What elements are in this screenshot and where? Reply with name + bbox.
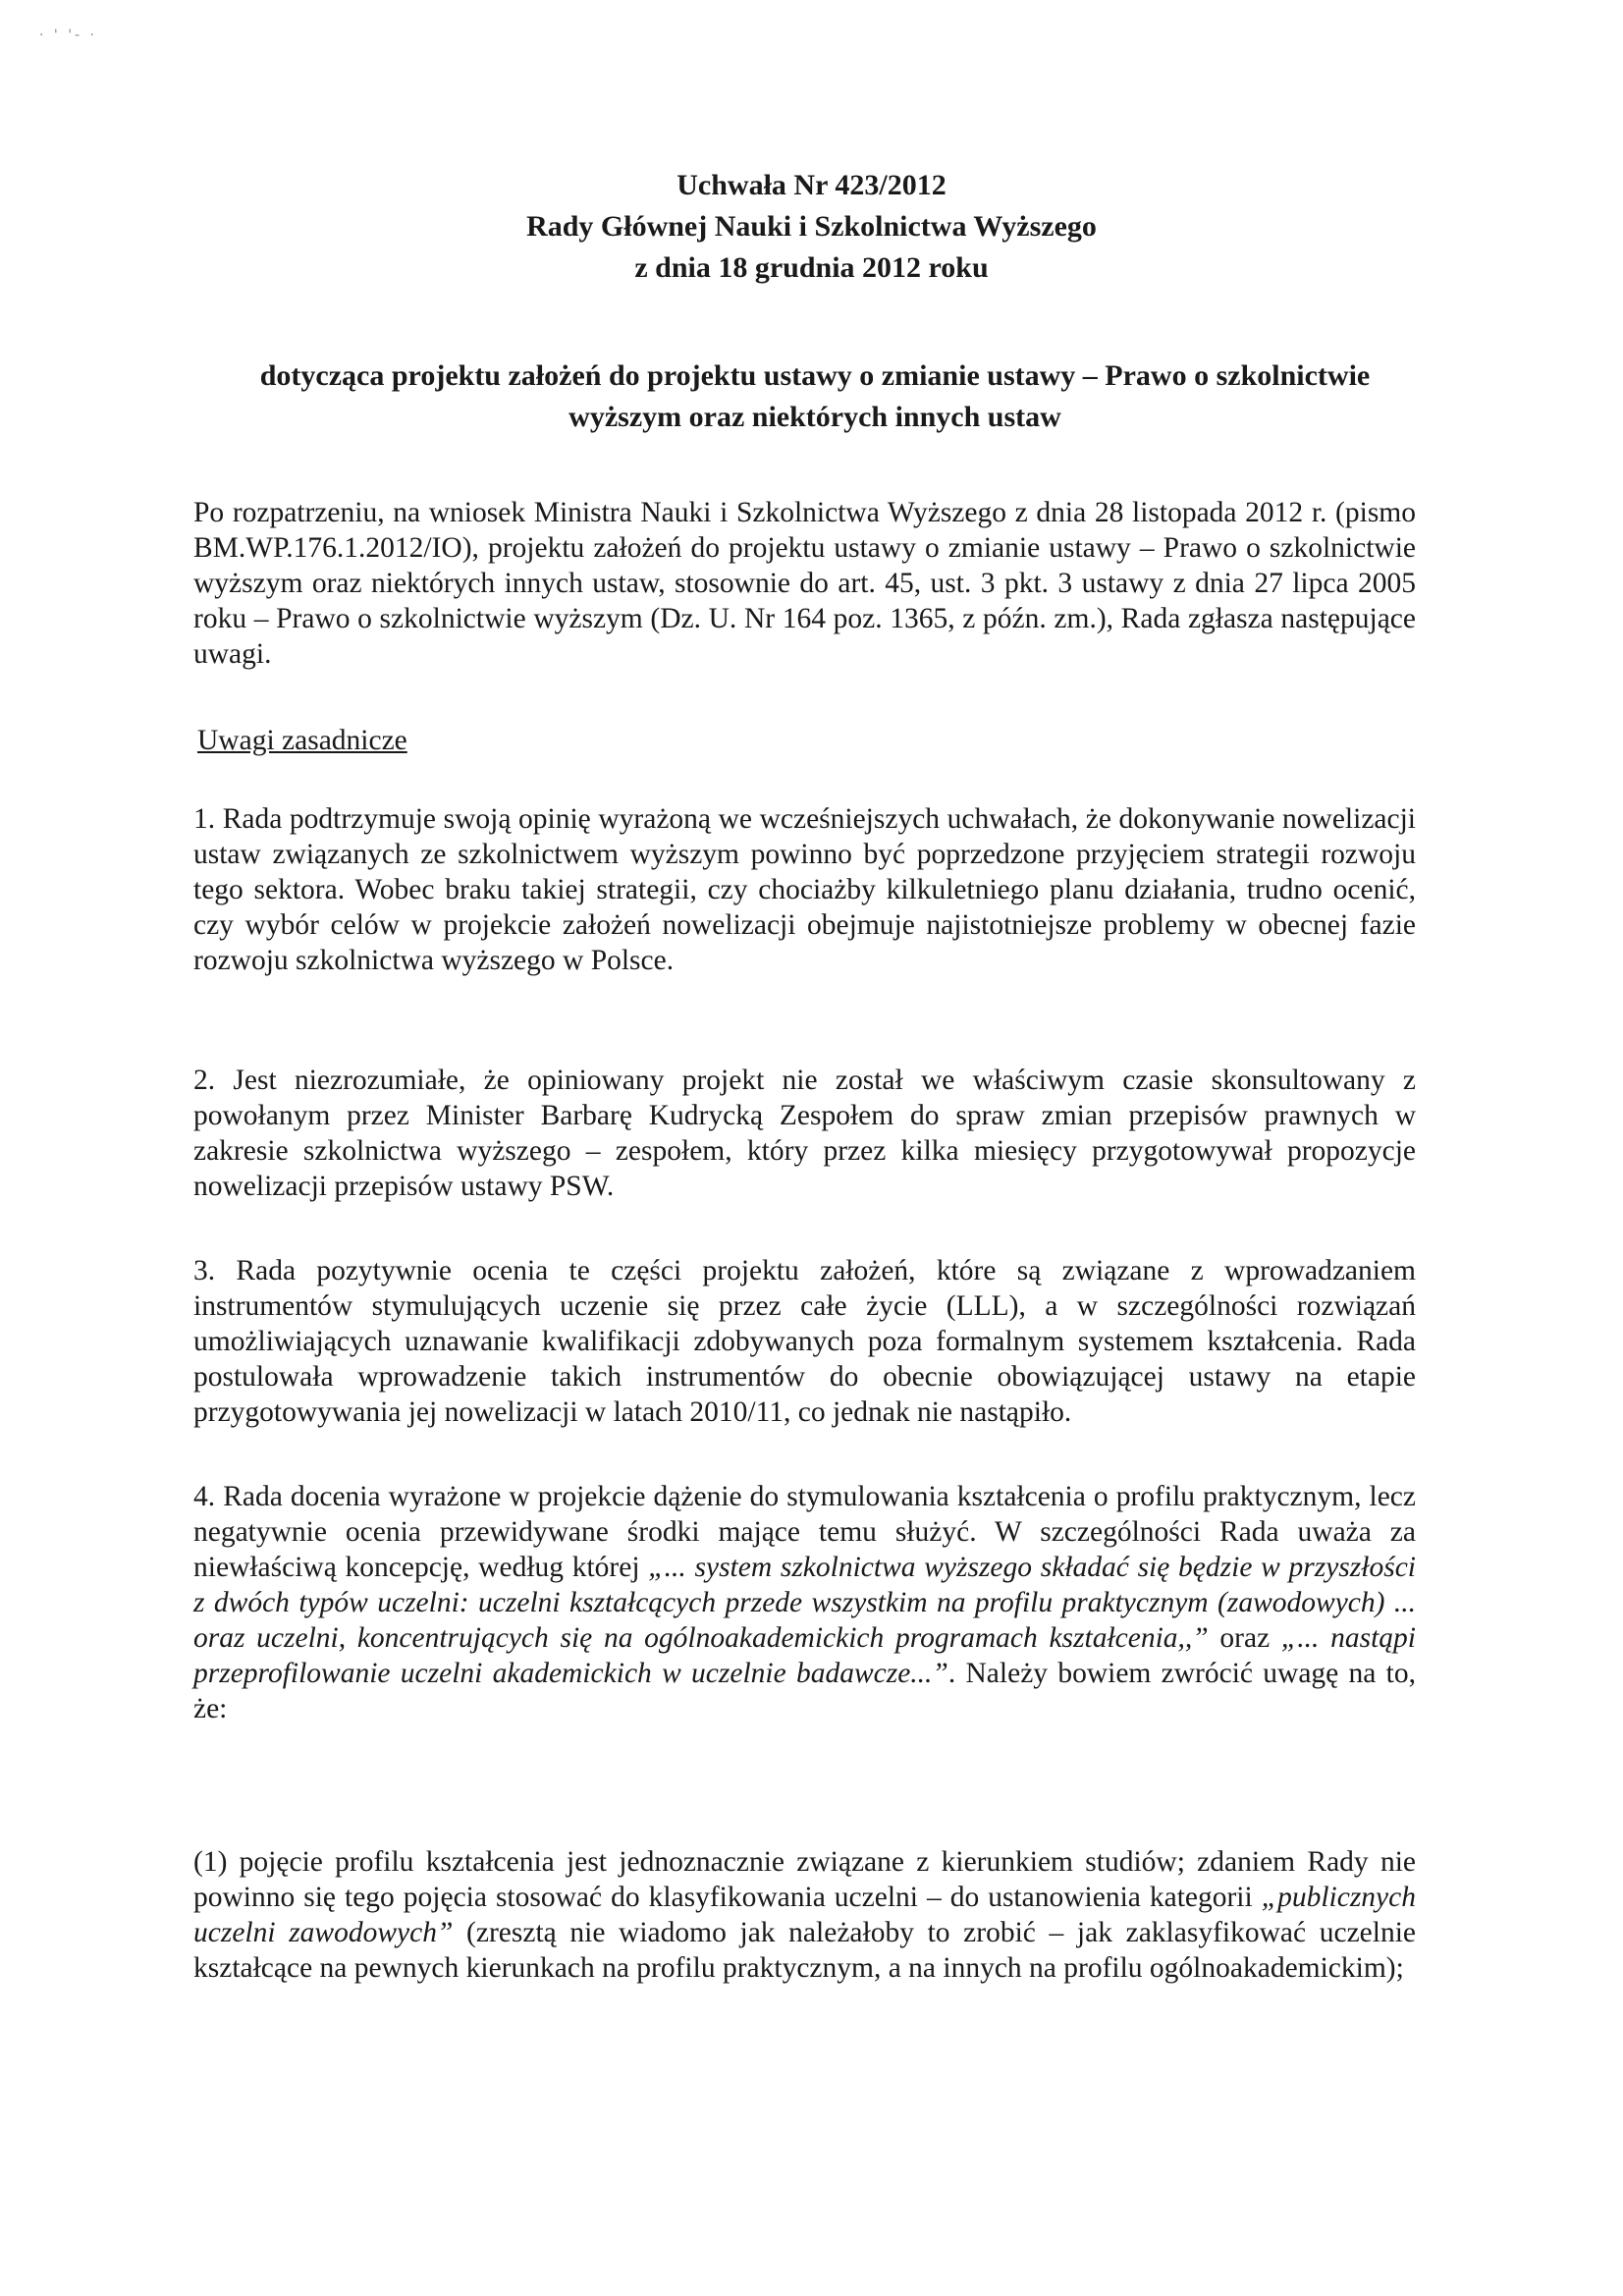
subpoint-1-text-b: (zresztą nie wiadomo jak należałoby to zrobić – jak zaklasyfikować uczelnie kształcące na pewnych kierunkach na profilu praktycznym, a na innych na profilu ogólnoakademickim);	[193, 1917, 1416, 1984]
section-title: Uwagi zasadnicze	[197, 725, 407, 756]
point-4-text-c: . Należy bowiem zwrócić uwagę na to, że:	[193, 1658, 1416, 1724]
subpoint-1	[193, 1844, 1416, 1986]
subpoint-1-quote: „publicznych uczelni zawodowych”	[193, 1882, 1416, 1948]
council-name: Rady Głównej Nauki i Szkolnictwa Wyższego	[526, 210, 1097, 243]
point-4	[193, 1479, 1416, 1726]
resolution-number: Uchwała Nr 423/2012	[676, 169, 947, 201]
point-4-quote-1: „... system szkolnictwa wyższego składać się będzie w przyszłości z dwóch typów uczelni: uczelni kształcących przede wszystkim na profilu praktycznym (zawodowych) ... oraz uczelni, koncentrujących się na ogólnoakademickich programach kształcenia,,”	[193, 1552, 1416, 1654]
resolution-subject	[206, 355, 1424, 438]
subpoint-1-text-a: (1) pojęcie profilu kształcenia jest jednoznacznie związane z kierunkiem studiów; zdaniem Rady nie powinno się tego pojęcia stosować do klasyfikowania uczelni – do ustanowienia kategorii	[193, 1846, 1416, 1913]
point-2: 2. Jest niezrozumiałe, że opiniowany projekt nie został we właściwym czasie skonsultowany z powołanym przez Minister Barbarę Kudrycką Zespołem do spraw zmian przepisów prawnych w zakresie szkolnictwa wyższego – zespołem, który przez kilka miesięcy przygotowywał propozycje nowelizacji przepisów ustawy PSW.	[193, 1065, 1416, 1202]
resolution-date: z dnia 18 grudnia 2012 roku	[634, 251, 989, 284]
subject-line-1: dotycząca projektu założeń do projektu ustawy o zmianie ustawy – Prawo o szkolnictwie	[259, 359, 1371, 392]
point-1: 1. Rada podtrzymuje swoją opinię wyrażoną we wcześniejszych uchwałach, że dokonywanie nowelizacji ustaw związanych ze szkolnictwem wyższym powinno być poprzedzone przyjęciem strategii rozwoju tego sektora. Wobec braku takiej strategii, czy chociażby kilkuletniego planu działania, trudno ocenić, czy wybór celów w projekcie założeń nowelizacji obejmuje najistotniejsze problemy w obecnej fazie rozwoju szkolnictwa wyższego w Polsce.	[193, 803, 1416, 976]
point-4-quote-2: „... nastąpi przeprofilowanie uczelni akademickich w uczelnie badawcze...”	[193, 1622, 1416, 1689]
intro-paragraph: Po rozpatrzeniu, na wniosek Ministra Nauki i Szkolnictwa Wyższego z dnia 28 listopada 2012 r. (pismo BM.WP.176.1.2012/IO), projektu założeń do projektu ustawy o zmianie ustawy – Prawo o szkolnictwie wyższym oraz niektórych innych ustaw, stosownie do art. 45, ust. 3 pkt. 3 ustawy z dnia 27 lipca 2005 roku – Prawo o szkolnictwie wyższym (Dz. U. Nr 164 poz. 1365, z późn. zm.), Rada zgłasza następujące uwagi.	[193, 497, 1416, 670]
point-4-text-b: oraz	[1208, 1622, 1281, 1654]
resolution-header	[0, 165, 1623, 289]
scan-artifact: · ' '- ·	[39, 27, 97, 43]
point-3: 3. Rada pozytywnie ocenia te części projektu założeń, które są związane z wprowadzaniem instrumentów stymulujących uczenie się przez całe życie (LLL), a w szczególności rozwiązań umożliwiających uznawanie kwalifikacji zdobywanych poza formalnym systemem kształcenia. Rada postulowała wprowadzenie takich instrumentów do obecnie obowiązującej ustawy na etapie przygotowywania jej nowelizacji w latach 2010/11, co jednak nie nastąpiło.	[193, 1255, 1416, 1428]
subject-line-2: wyższym oraz niektórych innych ustaw	[568, 401, 1061, 433]
point-4-text-a: 4. Rada docenia wyrażone w projekcie dążenie do stymulowania kształcenia o profilu praktycznym, lecz negatywnie ocenia przewidywane środki mające temu służyć. W szczególności Rada uważa za niewłaściwą koncepcję, według której	[193, 1481, 1416, 1583]
